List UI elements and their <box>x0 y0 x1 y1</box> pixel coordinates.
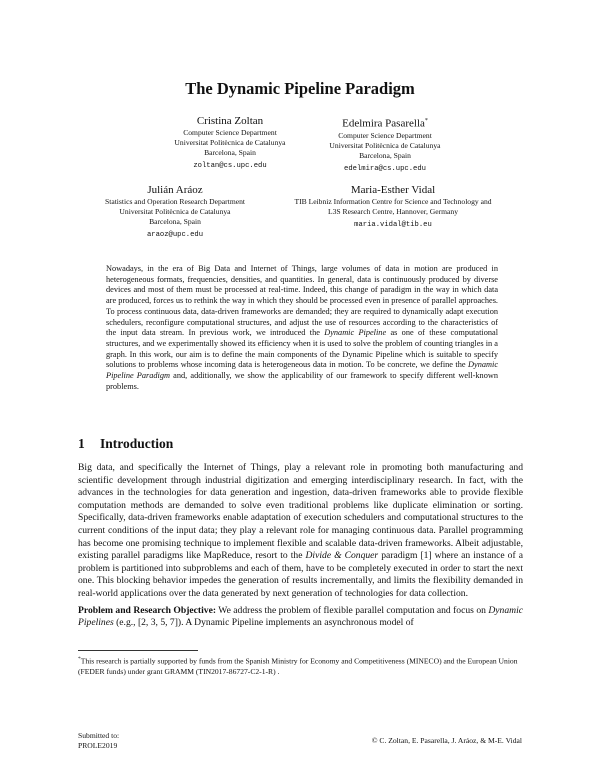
author-name: Maria-Esther Vidal <box>350 184 436 196</box>
author-affiliation: Barcelona, Spain <box>204 148 256 157</box>
author-block <box>275 114 495 174</box>
emphasis: Dynamic Pipelines <box>78 604 523 629</box>
author-name: Julián Aráoz <box>147 184 203 196</box>
submitted-label: Submitted to: <box>78 731 120 740</box>
footnote-mark: * <box>424 118 428 124</box>
body-text <box>78 462 523 630</box>
footnote-rule <box>78 650 198 651</box>
author-affiliation: L3S Research Centre, Hannover, Germany <box>327 207 458 216</box>
author-block <box>75 183 275 240</box>
abstract-text: Nowadays, in the era of Big Data and Internet of Things, large volumes of data in motion are produced in heterogeneous formats, frequencies, densities, and quantities. In general, data is continuously produced by diverse devices and most of them must be processed at real-time. Indeed, this change of paradigm in the way in which data are produced, forces us to rethink the way in which they should be processed even in presence of parallel approaches. To process continuous data, data-driven frameworks are demanded; they are required to dynamically adapt execution schedulers, reconfigure computational structures, and adjust the use of resources according to the characteristics of the input data stream. In previous work, we introduced the Dynamic Pipeline as one of these computational structures, and we experimentally showed its efficiency when it is used to solve the problem of counting triangles in a graph. In this work, our aim is to define the main components of the Dynamic Pipeline which is suitable to specify solutions to problems whose incoming data is heterogeneous data in motion. To be concrete, we define the Dynamic Pipeline Paradigm and, additionally, we show the applicability of our framework to specify different well-known problems. <box>106 264 499 391</box>
author-email: maria.vidal@tib.eu <box>354 221 432 229</box>
venue: PROLE2019 <box>78 741 118 750</box>
paragraph: Problem and Research Objective: We address the problem of flexible parallel computation and focus on Dynamic Pipelines (e.g., [2, 3, 5, 7]). A Dynamic Pipeline implements an asynchronous model of <box>78 604 523 629</box>
abstract <box>106 264 498 392</box>
paper-title: The Dynamic Pipeline Paradigm <box>185 79 415 98</box>
footnote-text: This research is partially supported by funds from the Spanish Ministry for Economy and Competitiveness (MINECO) and the European Union (FEDER funds) under grant GRAMM (TIN2017-86727-C2-1-R) . <box>78 656 518 676</box>
section-number: 1 <box>78 436 85 451</box>
footnote <box>78 654 523 677</box>
author-affiliation: Computer Science Department <box>338 130 432 140</box>
author-affiliation: Universitat Politècnica de Catalunya <box>119 207 231 216</box>
copyright-notice: © C. Zoltan, E. Pasarella, J. Aráoz, & M-E. Vidal <box>371 736 522 745</box>
author-affiliation: Barcelona, Spain <box>149 217 201 226</box>
author-affiliation: Computer Science Department <box>183 128 277 137</box>
author-block <box>268 183 518 230</box>
emphasis: Dynamic Pipeline Paradigm <box>106 360 498 381</box>
author-email: zoltan@cs.upc.edu <box>193 162 267 170</box>
author-affiliation: TIB Leibniz Information Centre for Science and Technology and <box>294 197 492 206</box>
author-affiliation: Universitat Politècnica de Catalunya <box>329 140 441 150</box>
emphasis: Divide & Conquer <box>305 550 379 562</box>
author-email: edelmira@cs.upc.edu <box>344 164 426 173</box>
author-name: Edelmira Pasarella* <box>342 117 428 130</box>
footnote-mark: * <box>78 656 81 662</box>
paragraph: Big data, and specifically the Internet of Things, play a relevant role in promoting both manufacturing and scientific development through industrial digitization and emerging interdisciplinary research. In fact, with the advances in the technologies for data generation and ingestion, data-driven frameworks able to provide flexible computation methods are demanded to solve even traditional problems like duplicate elimination or sorting. Specifically, data-driven frameworks enable adaptation of execution schedulers and computational structures to the current conditions of the input data; they play a relevant role for managing continuous data. Parallel programming has become one promising technique to implement flexible and scalable data-driven frameworks. Albeit adjustable, existing parallel paradigms like MapReduce, resort to the Divide & Conquer paradigm [1] where an instance of a problem is partitioned into subproblems and each of them, have to be completely executed in order to start the next one. This blocking behavior impedes the generation of results incrementally, and limits the flexibility demanded in real-world applications over the data generated by next generation of technologies for data collection. <box>78 462 523 599</box>
author-affiliation: Statistics and Operation Research Department <box>104 197 246 206</box>
section-title: Introduction <box>100 436 174 451</box>
emphasis: Dynamic Pipeline <box>324 328 387 338</box>
author-name: Cristina Zoltan <box>196 115 264 127</box>
author-affiliation: Universitat Politècnica de Catalunya <box>174 138 286 147</box>
paragraph-lead: Problem and Research Objective: <box>78 604 217 616</box>
author-affiliation: Barcelona, Spain <box>359 150 411 160</box>
section-heading <box>78 436 173 452</box>
author-email: araoz@upc.edu <box>146 231 204 239</box>
submission-info <box>78 731 119 751</box>
